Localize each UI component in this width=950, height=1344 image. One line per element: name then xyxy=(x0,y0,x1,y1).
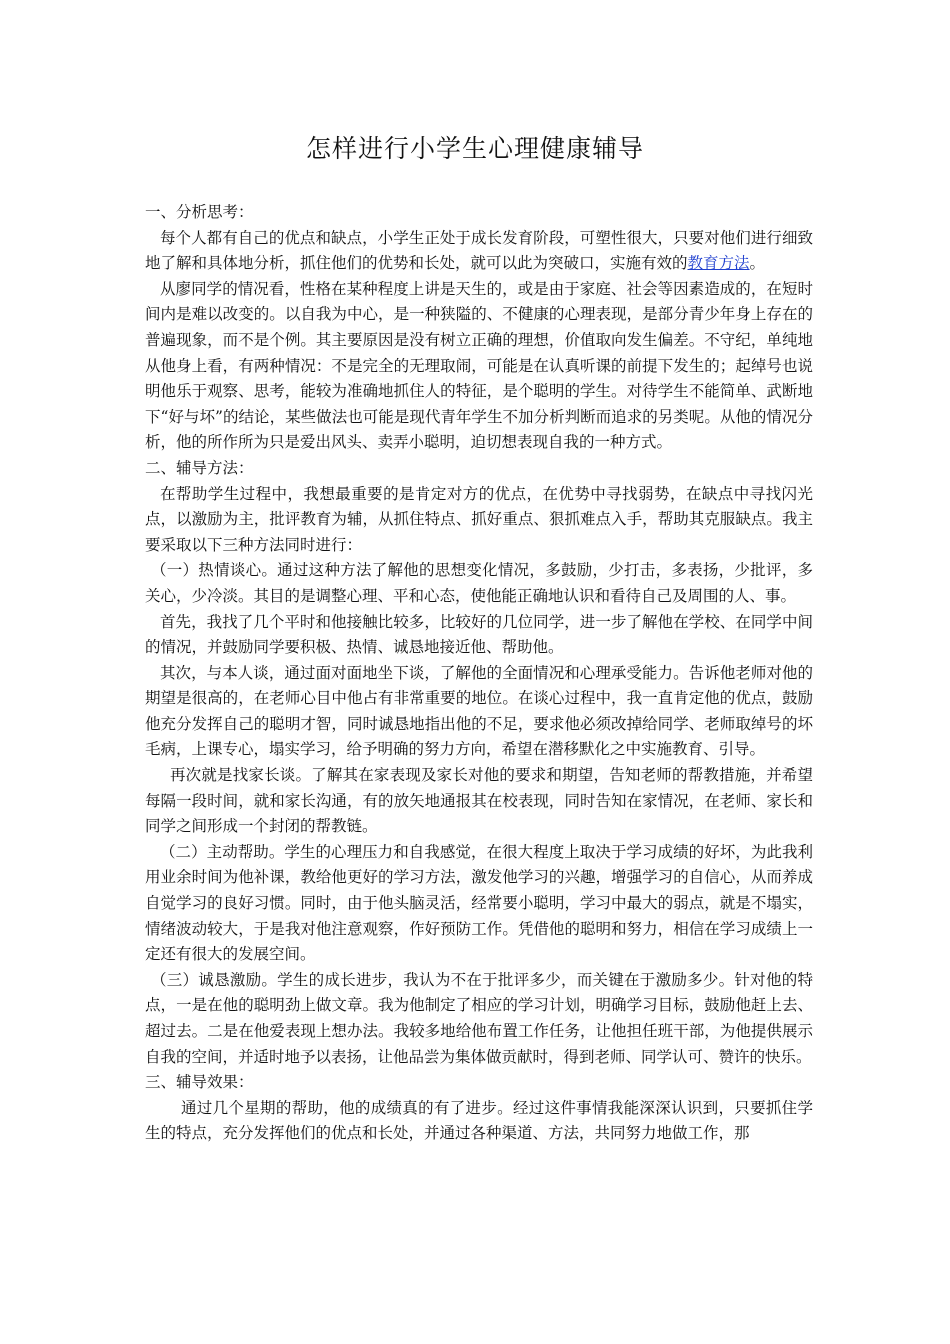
paragraph-1-end: 。 xyxy=(749,254,766,273)
paragraph-3: 在帮助学生过程中，我想最重要的是肯定对方的优点，在优势中寻找弱势，在缺点中寻找闪光点，以激励为主，批评教育为辅，从抓住特点、抓好重点、狠抓难点入手，帮助其克服缺点。我主要采取以下三种方法同时进行： xyxy=(145,484,813,554)
paragraph-5: 首先，我找了几个平时和他接触比较多，比较好的几位同学，进一步了解他在学校、在同学中间的情况，并鼓励同学要积极、热情、诚恳地接近他、帮助他。 xyxy=(145,612,813,657)
section-heading-effect: 三、辅导效果： xyxy=(145,1073,254,1092)
section-heading-method: 二、辅导方法： xyxy=(145,458,254,477)
section-heading-analysis: 一、分析思考： xyxy=(145,203,254,221)
paragraph-7: 再次就是找家长谈。了解其在家表现及家长对他的要求和期望，告知老师的帮教措施，并希望每隔一段时间，就和家长沟通，有的放矢地通报其在校表现，同时告知在家情况，在老师、家长和同学之间形成一个封闭的帮教链。 xyxy=(145,766,813,836)
paragraph-6: 其次，与本人谈，通过面对面地坐下谈，了解他的全面情况和心理承受能力。告诉他老师对他的期望是很高的，在老师心目中他占有非常重要的地位。在谈心过程中，我一直肯定他的优点，鼓励他充分发挥自己的聪明才智，同时诚恳地指出他的不足，要求他必须改掉给同学、老师取绰号的坏毛病，上课专心，塌实学习，给予明确的努力方向，希望在潜移默化之中实施教育、引导。 xyxy=(145,663,813,759)
paragraph-8: （二）主动帮助。学生的心理压力和自我感觉，在很大程度上取决于学习成绩的好坏，为此我利用业余时间为他补课，教给他更好的学习方法，激发他学习的兴趣，增强学习的自信心，从而养成自觉学习的良好习惯。同时，由于他头脑灵活，经常要小聪明，学习中最大的弱点，就是不塌实，情绪波动较大，于是我对他注意观察，作好预防工作。凭借他的聪明和努力，相信在学习成绩上一定还有很大的发展空间。 xyxy=(145,842,813,964)
paragraph-1 xyxy=(145,226,813,277)
paragraph-1-text: 每个人都有自己的优点和缺点，小学生正处于成长发育阶段，可塑性很大，只要对他们进行细致地了解和具体地分析，抓住他们的优势和长处，就可以此为突破口，实施有效的 xyxy=(145,228,813,273)
paragraph-2: 从廖同学的情况看，性格在某种程度上讲是天生的，或是由于家庭、社会等因素造成的，在短时间内是难以改变的。以自我为中心，是一种狭隘的、不健康的心理表现，是部分青少年身上存在的普遍现象，而不是个例。其主要原因是没有树立正确的理想，价值取向发生偏差。不守纪，单纯地从他身上看，有两种情况：不是完全的无理取闹，可能是在认真听课的前提下发生的；起绰号也说明他乐于观察、思考，能较为准确地抓住人的特征，是个聪明的学生。对待学生不能简单、武断地下“好与坏”的结论，某些做法也可能是现代青年学生不加分析判断而追求的另类呢。从他的情况分析，他的所作所为只是爱出风头、卖弄小聪明，迫切想表现自我的一种方式。 xyxy=(145,279,813,452)
education-method-link[interactable]: 教育方法 xyxy=(687,254,750,273)
paragraph-9: （三）诚恳激励。学生的成长进步，我认为不在于批评多少，而关键在于激励多少。针对他的特点，一是在他的聪明劲上做文章。我为他制定了相应的学习计划，明确学习目标，鼓励他赶上去、超过去。二是在他爱表现上想办法。我较多地给他布置工作任务，让他担任班干部，为他提供展示自我的空间，并适时地予以表扬，让他品尝为集体做贡献时，得到老师、同学认可、赞许的快乐。 xyxy=(145,970,813,1066)
paragraph-10: 通过几个星期的帮助，他的成绩真的有了进步。经过这件事情我能深深认识到，只要抓住学生的特点，充分发挥他们的优点和长处，并通过各种渠道、方法，共同努力地做工作，那 xyxy=(145,1098,813,1143)
document-body xyxy=(145,200,813,1147)
paragraph-4: （一）热情谈心。通过这种方法了解他的思想变化情况，多鼓励，少打击，多表扬，少批评，多关心，少冷淡。其目的是调整心理、平和心态，使他能正确地认识和看待自己及周围的人、事。 xyxy=(145,561,813,605)
document-title: 怎样进行小学生心理健康辅导 xyxy=(305,134,644,163)
